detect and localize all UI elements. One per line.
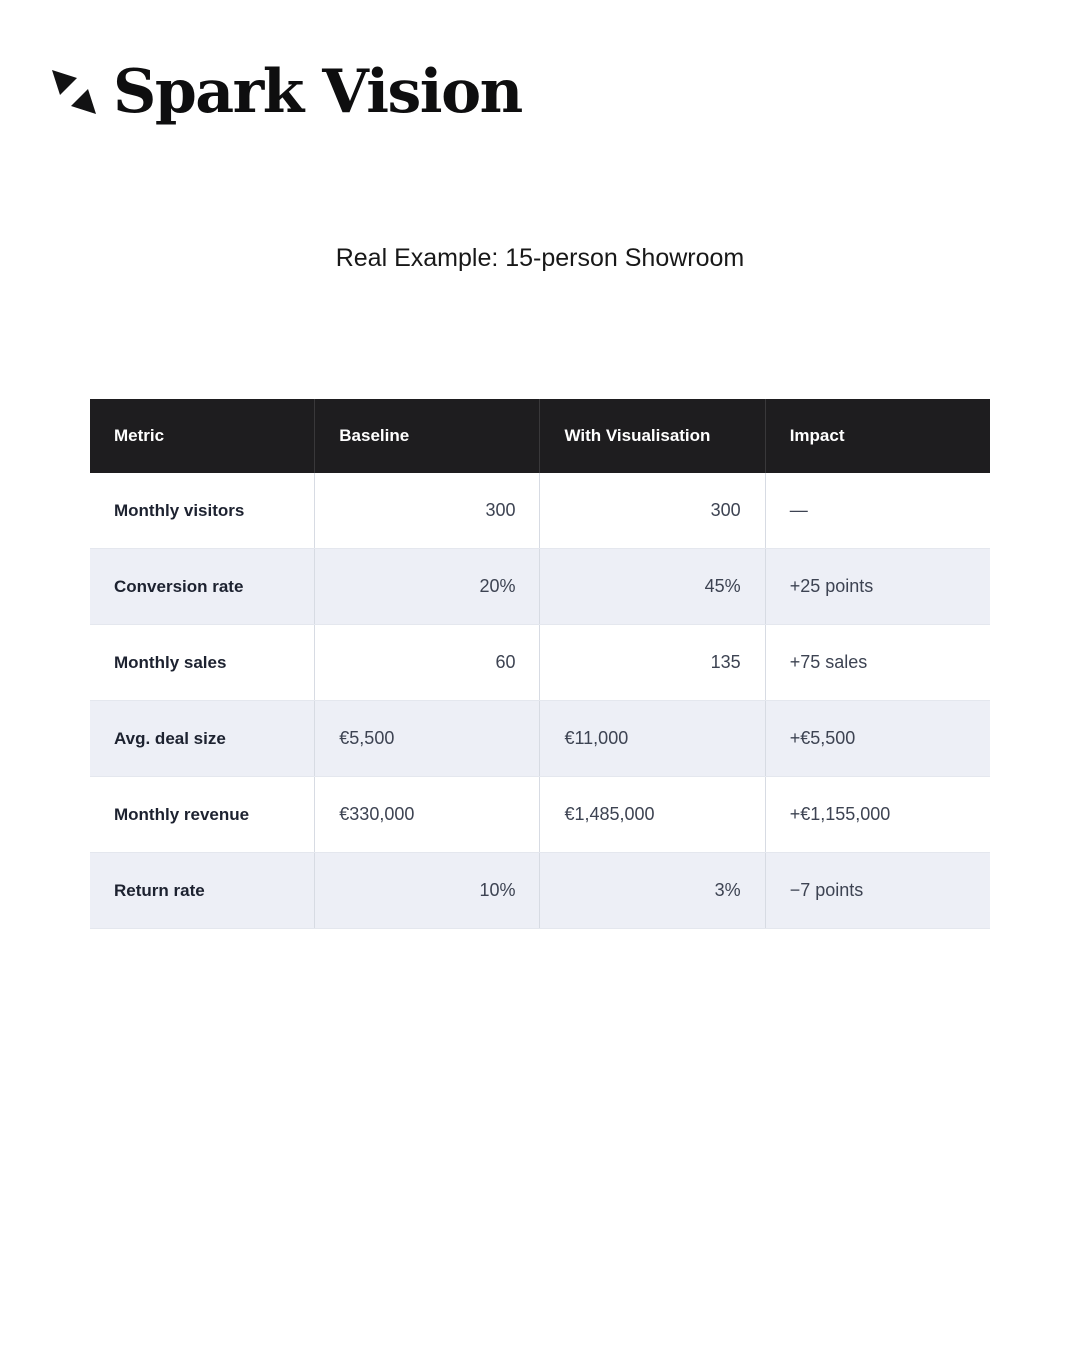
table-row xyxy=(90,625,990,701)
cell-impact: — xyxy=(765,473,990,549)
cell-metric: Monthly sales xyxy=(90,625,315,701)
cell-with-visualisation: 135 xyxy=(540,625,765,701)
cell-with-visualisation: €1,485,000 xyxy=(540,777,765,853)
cell-impact: +75 sales xyxy=(765,625,990,701)
cell-metric: Monthly revenue xyxy=(90,777,315,853)
cell-baseline: 300 xyxy=(315,473,540,549)
cell-baseline: 20% xyxy=(315,549,540,625)
cell-impact: −7 points xyxy=(765,853,990,929)
cell-metric: Monthly visitors xyxy=(90,473,315,549)
table-row xyxy=(90,549,990,625)
cell-with-visualisation: €11,000 xyxy=(540,701,765,777)
cell-with-visualisation: 3% xyxy=(540,853,765,929)
cell-with-visualisation: 45% xyxy=(540,549,765,625)
cell-metric: Return rate xyxy=(90,853,315,929)
cell-with-visualisation: 300 xyxy=(540,473,765,549)
cell-impact: +€1,155,000 xyxy=(765,777,990,853)
header-impact: Impact xyxy=(765,399,990,473)
header-baseline: Baseline xyxy=(315,399,540,473)
cell-baseline: 60 xyxy=(315,625,540,701)
metrics-table xyxy=(90,399,990,929)
brand-header xyxy=(0,0,1080,127)
table-header-row xyxy=(90,399,990,473)
brand-name: Spark Vision xyxy=(113,57,522,127)
table-row xyxy=(90,777,990,853)
metrics-table-container xyxy=(90,399,990,929)
table-row xyxy=(90,473,990,549)
cell-metric: Conversion rate xyxy=(90,549,315,625)
cell-metric: Avg. deal size xyxy=(90,701,315,777)
table-row xyxy=(90,853,990,929)
spark-vision-logo-icon xyxy=(50,68,98,116)
cell-baseline: 10% xyxy=(315,853,540,929)
cell-baseline: €5,500 xyxy=(315,701,540,777)
page-title: Real Example: 15-person Showroom xyxy=(335,244,745,272)
header-with-visualisation: With Visualisation xyxy=(540,399,765,473)
cell-baseline: €330,000 xyxy=(315,777,540,853)
table-row xyxy=(90,701,990,777)
cell-impact: +€5,500 xyxy=(765,701,990,777)
cell-impact: +25 points xyxy=(765,549,990,625)
header-metric: Metric xyxy=(90,399,315,473)
